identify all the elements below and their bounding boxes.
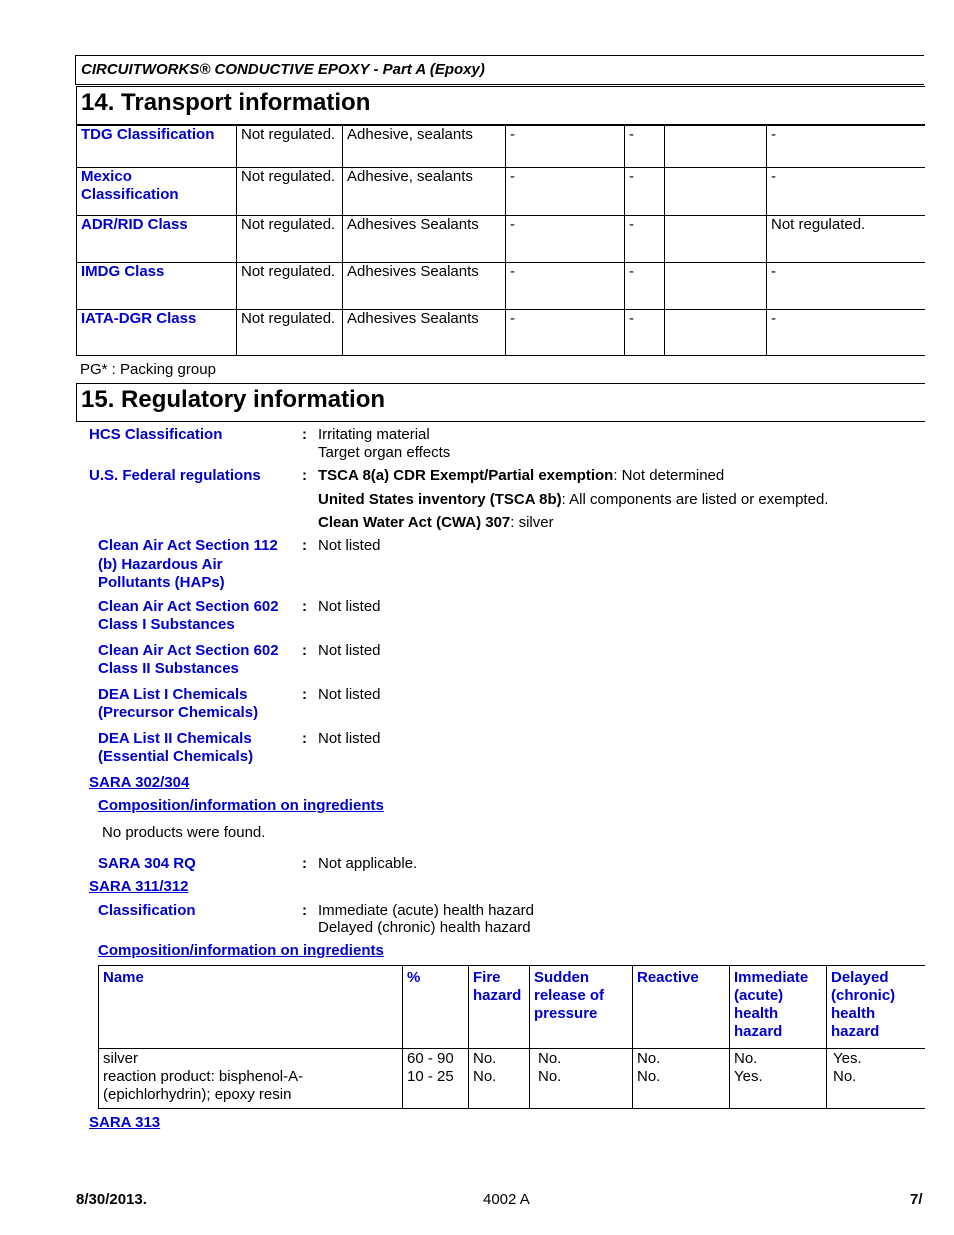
ingredient-name: silver (103, 1050, 139, 1067)
table-row (77, 126, 925, 168)
reactive-value: No. (637, 1068, 661, 1085)
classification-value-1: Immediate (acute) health hazard (318, 902, 534, 919)
section-15-header (76, 383, 925, 422)
colon: : (302, 426, 307, 443)
hcs-classification-label: HCS Classification (89, 426, 223, 443)
transport-cell (665, 216, 767, 263)
col-header-reactive: Reactive (633, 966, 730, 1049)
transport-label: ADR/RID Class (77, 216, 237, 263)
caa-602-class2-label-1: Clean Air Act Section 602 (98, 642, 279, 659)
transport-cell: - (767, 126, 925, 168)
table-row (77, 168, 925, 216)
col-header-delayed: Delayed (chronic) health hazard (827, 966, 925, 1049)
sara-304-rq-label: SARA 304 RQ (98, 855, 196, 872)
footer-page: 7/ (910, 1191, 923, 1208)
sara-311-heading[interactable]: SARA 311/312 (89, 878, 189, 895)
percent-value: 10 - 25 (407, 1068, 454, 1085)
table-row (77, 263, 925, 310)
fire-cell (469, 1049, 530, 1109)
tsca-8a-value: : Not determined (613, 467, 725, 484)
transport-cell: Adhesives Sealants (343, 310, 506, 356)
packing-group-note: PG* : Packing group (80, 361, 216, 378)
footer-code: 4002 A (483, 1191, 530, 1208)
col-header-name: Name (99, 966, 403, 1049)
transport-cell: - (625, 310, 665, 356)
transport-cell (665, 263, 767, 310)
percent-value: 60 - 90 (407, 1050, 454, 1067)
sudden-value: No. (538, 1050, 562, 1067)
fire-value: No. (473, 1050, 497, 1067)
tsca-8a-line (318, 467, 724, 485)
footer-date: 8/30/2013. (76, 1191, 147, 1208)
transport-label: IATA-DGR Class (77, 310, 237, 356)
section-14-header (76, 86, 925, 125)
colon: : (302, 730, 307, 747)
colon: : (302, 642, 307, 659)
colon: : (302, 902, 307, 919)
document-title: CIRCUITWORKS® CONDUCTIVE EPOXY - Part A (Epoxy) (81, 61, 485, 78)
tsca-8b-label: United States inventory (TSCA 8b) (318, 491, 562, 508)
transport-label: IMDG Class (77, 263, 237, 310)
transport-cell (665, 126, 767, 168)
table-row (77, 216, 925, 263)
classification-value-2: Delayed (chronic) health hazard (318, 919, 531, 936)
table-header-row (99, 966, 925, 1049)
us-federal-label: U.S. Federal regulations (89, 467, 261, 484)
hcs-value-1: Irritating material (318, 426, 430, 443)
sudden-cell (530, 1049, 633, 1109)
transport-cell: Not regulated. (237, 168, 343, 216)
dea-list2-value: Not listed (318, 730, 381, 747)
transport-cell: - (625, 168, 665, 216)
transport-cell: Adhesive, sealants (343, 168, 506, 216)
cwa-307-value: : silver (510, 514, 554, 531)
sudden-value: No. (538, 1068, 562, 1085)
transport-cell: - (506, 263, 625, 310)
colon: : (302, 598, 307, 615)
caa-602-class2-label-2: Class II Substances (98, 660, 239, 677)
transport-cell: - (625, 216, 665, 263)
transport-cell (665, 168, 767, 216)
sara-313-heading[interactable]: SARA 313 (89, 1114, 161, 1131)
transport-table (76, 125, 925, 356)
delayed-value: No. (833, 1068, 857, 1085)
cwa-307-line (318, 514, 554, 532)
transport-label: TDG Classification (77, 126, 237, 168)
transport-cell: - (625, 126, 665, 168)
sara-302-heading[interactable]: SARA 302/304 (89, 774, 190, 791)
dea-list1-label-2: (Precursor Chemicals) (98, 704, 259, 721)
hcs-value-2: Target organ effects (318, 444, 451, 461)
colon: : (302, 855, 307, 872)
sara-311-table (98, 965, 925, 1109)
caa-112-label-2: (b) Hazardous Air (98, 556, 223, 573)
transport-cell: - (767, 310, 925, 356)
dea-list1-label-1: DEA List I Chemicals (98, 686, 248, 703)
dea-list2-label-1: DEA List II Chemicals (98, 730, 252, 747)
col-header-percent: % (403, 966, 469, 1049)
transport-label: Mexico Classification (77, 168, 237, 216)
dea-list2-label-2: (Essential Chemicals) (98, 748, 254, 765)
percent-cell (403, 1049, 469, 1109)
caa-602-class2-value: Not listed (318, 642, 381, 659)
ingredient-name: reaction product: bisphenol-A-(epichlorhydrin); epoxy resin (103, 1068, 304, 1103)
transport-cell: - (767, 168, 925, 216)
transport-cell: Not regulated. (237, 126, 343, 168)
transport-cell: Adhesives Sealants (343, 216, 506, 263)
reactive-cell (633, 1049, 730, 1109)
immediate-value: Yes. (734, 1068, 763, 1085)
caa-602-class1-label-1: Clean Air Act Section 602 (98, 598, 279, 615)
composition-heading-1[interactable]: Composition/information on ingredients (98, 797, 384, 814)
colon: : (302, 467, 307, 484)
transport-cell: Not regulated. (237, 216, 343, 263)
transport-cell: Not regulated. (237, 263, 343, 310)
transport-cell: Adhesives Sealants (343, 263, 506, 310)
colon: : (302, 686, 307, 703)
transport-cell: - (506, 168, 625, 216)
tsca-8b-line (318, 491, 828, 509)
section-15-title: 15. Regulatory information (81, 386, 386, 413)
transport-cell: - (506, 126, 625, 168)
delayed-value: Yes. (833, 1050, 862, 1067)
dea-list1-value: Not listed (318, 686, 381, 703)
tsca-8a-label: TSCA 8(a) CDR Exempt/Partial exemption (318, 467, 614, 484)
table-row (99, 1049, 925, 1109)
transport-cell: Not regulated. (767, 216, 925, 263)
col-header-sudden: Sudden release of pressure (530, 966, 633, 1049)
transport-cell: - (506, 310, 625, 356)
immediate-cell (730, 1049, 827, 1109)
classification-label: Classification (98, 902, 196, 919)
caa-602-class1-value: Not listed (318, 598, 381, 615)
ingredient-names (99, 1049, 403, 1109)
caa-602-class1-label-2: Class I Substances (98, 616, 235, 633)
caa-112-value: Not listed (318, 537, 381, 554)
table-row (77, 310, 925, 356)
tsca-8b-value: : All components are listed or exempted. (561, 491, 829, 508)
transport-cell: - (767, 263, 925, 310)
caa-112-label-3: Pollutants (HAPs) (98, 574, 225, 591)
sara-304-rq-value: Not applicable. (318, 855, 418, 872)
immediate-value: No. (734, 1050, 758, 1067)
section-14-title: 14. Transport information (81, 89, 371, 116)
col-header-immediate: Immediate (acute) health hazard (730, 966, 827, 1049)
transport-cell: - (625, 263, 665, 310)
no-products-text: No products were found. (102, 824, 266, 841)
transport-cell: - (506, 216, 625, 263)
document-header (75, 55, 924, 85)
transport-cell: Adhesive, sealants (343, 126, 506, 168)
cwa-307-label: Clean Water Act (CWA) 307 (318, 514, 511, 531)
col-header-fire: Fire hazard (469, 966, 530, 1049)
transport-cell (665, 310, 767, 356)
delayed-cell (827, 1049, 925, 1109)
reactive-value: No. (637, 1050, 661, 1067)
caa-112-label-1: Clean Air Act Section 112 (98, 537, 278, 554)
fire-value: No. (473, 1068, 497, 1085)
transport-cell: Not regulated. (237, 310, 343, 356)
composition-heading-2[interactable]: Composition/information on ingredients (98, 942, 384, 959)
colon: : (302, 537, 307, 554)
